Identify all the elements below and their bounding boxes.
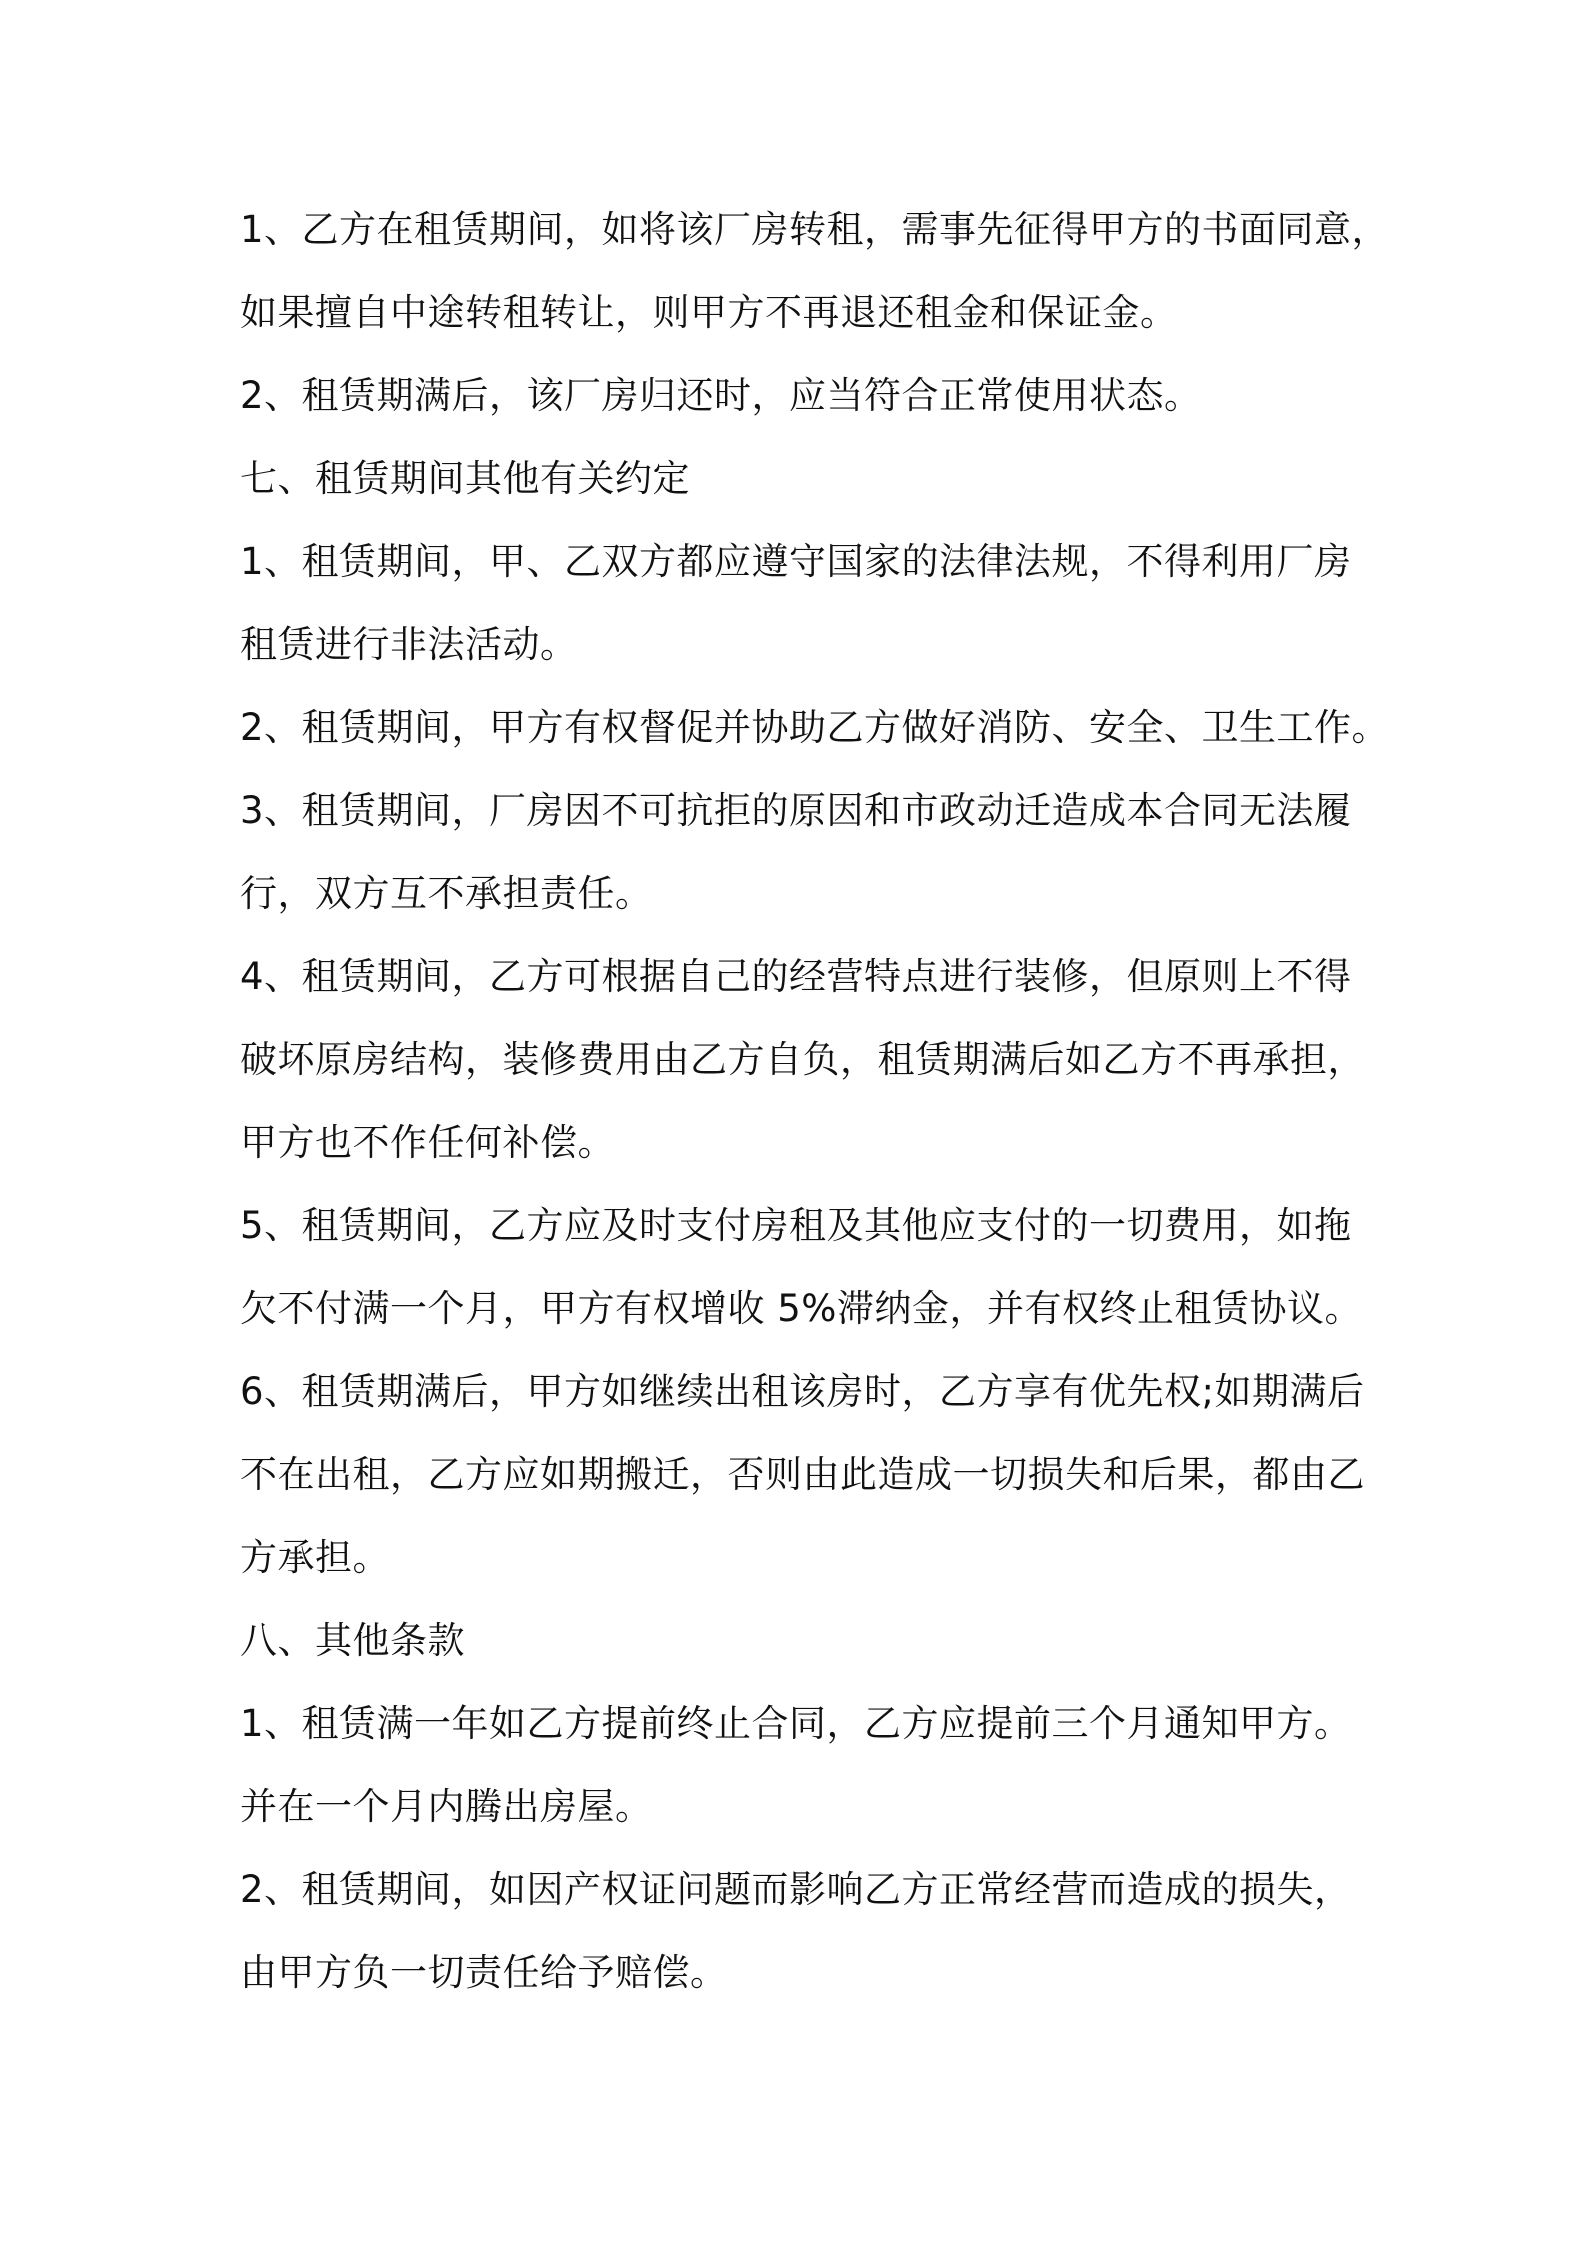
text-line: 欠不付满一个月，甲方有权增收 5%滞纳金，并有权终止租赁协议。 [240,1287,1362,1330]
text-line: 4、租赁期间，乙方可根据自己的经营特点进行装修，但原则上不得 [240,955,1352,998]
text-line: 租赁进行非法活动。 [240,623,578,666]
text-line: 3、租赁期间，厂房因不可抗拒的原因和市政动迁造成本合同无法履 [240,789,1352,832]
text-line: 并在一个月内腾出房屋。 [240,1785,653,1828]
text-line: 2、租赁期间，如因产权证问题而影响乙方正常经营而造成的损失， [240,1868,1352,1911]
text-line: 甲方也不作任何补偿。 [240,1121,615,1164]
text-line: 6、租赁期满后，甲方如继续出租该房时，乙方享有优先权;如期满后 [240,1370,1365,1413]
section-heading: 八、其他条款 [240,1619,465,1662]
text-line: 如果擅自中途转租转让，则甲方不再退还租金和保证金。 [240,291,1178,334]
text-line: 由甲方负一切责任给予赔偿。 [240,1951,728,1994]
text-line: 不在出租，乙方应如期搬迁，否则由此造成一切损失和后果，都由乙 [240,1453,1365,1496]
text-line: 1、乙方在租赁期间，如将该厂房转租，需事先征得甲方的书面同意， [240,208,1390,251]
section-heading: 七、租赁期间其他有关约定 [240,457,690,500]
text-line: 破坏原房结构，装修费用由乙方自负，租赁期满后如乙方不再承担， [240,1038,1365,1081]
text-line: 方承担。 [240,1536,390,1579]
text-line: 2、租赁期间，甲方有权督促并协助乙方做好消防、安全、卫生工作。 [240,706,1390,749]
text-line: 2、租赁期满后，该厂房归还时，应当符合正常使用状态。 [240,374,1202,417]
text-line: 5、租赁期间，乙方应及时支付房租及其他应支付的一切费用，如拖 [240,1204,1352,1247]
text-line: 1、租赁满一年如乙方提前终止合同，乙方应提前三个月通知甲方。 [240,1702,1352,1745]
text-line: 行，双方互不承担责任。 [240,872,653,915]
text-line: 1、租赁期间，甲、乙双方都应遵守国家的法律法规，不得利用厂房 [240,540,1352,583]
